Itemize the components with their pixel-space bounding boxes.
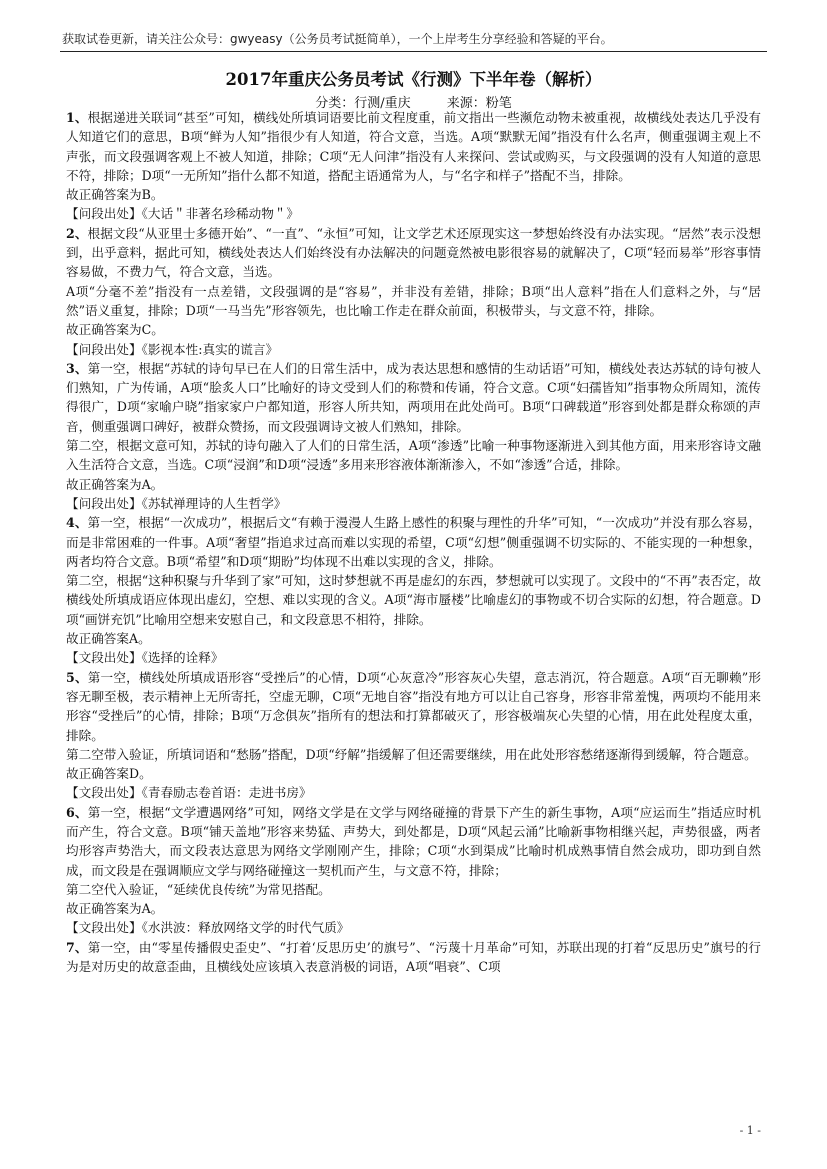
paragraph [66,108,761,185]
paragraph [66,494,761,513]
question-number: 1、 [66,110,88,125]
paragraph-text: 第二空，根据文意可知，苏轼的诗句融入了人们的日常生活，A项“渗透”比喻一种事物逐渐进入到其他方面，用来形容诗文融入生活符合文意，当选。C项“浸润”和D项“浸透”多用来形容液体渐渐渗入，不如“渗透”合适，排除。 [66,438,761,473]
header-notice: 获取试卷更新，请关注公众号：gwyeasy（公务员考试挺简单），一个上岸考生分享经验和答疑的平台。 [62,32,613,46]
paragraph [66,629,761,648]
question-number: 3、 [66,360,88,376]
paragraph-text: 【文段出处】《选择的诠释》 [66,650,224,666]
paragraph-text: 第一空，根据“苏轼的诗句早已在人们的日常生活中，成为表达思想和感情的生动话语”可知，横线处表达苏轼的诗句被人们熟知，广为传诵，A项“脍炙人口”比喻好的诗文受到人们的称赞和传诵，符合文意。C项“妇孺皆知”指事物众所周知，流传得很广，D项“家喻户晓”指家家户户都知道，形容人所共知，两项用在此处尚可。B项“口碑载道”形容到处都是群众称颂的声音，侧重强调口碑好，被群众赞扬，而文段强调诗文被人们熟知，排除。 [66,360,761,434]
paragraph-text: A项“分毫不差”指没有一点差错，文段强调的是“容易”，并非没有差错，排除；B项“出人意料”指在人们意料之外，与“居然”语义重复，排除；D项“一马当先”形容领先，也比喻工作走在群众前面，积极带头，与文意不符，排除。 [66,283,761,318]
meta-category: 分类：行测/重庆 [315,96,411,111]
paragraph-text: 故正确答案为A。 [66,901,164,917]
paragraph-text: 故正确答案A。 [66,631,151,647]
paragraph-text: 【问段出处】《影视本性:真实的谎言》 [66,341,279,357]
paragraph [66,224,761,282]
paragraph-text: 【问段出处】《苏轼禅理诗的人生哲学》 [66,495,287,511]
document-body [66,108,761,976]
paragraph-text: 第一空，根据“文学遭遇网络”可知，网络文学是在文学与网络碰撞的背景下产生的新生事物，A项“应运而生”指适应时机而产生，符合文意。B项“铺天盖地”形容来势猛、声势大，到处都是，D项“风起云涌”比喻新事物相继兴起，声势很盛，两者均形容声势浩大，而文段表达意思为网络文学刚刚产生，排除；C项“水到渠成”比喻时机成熟事情自然会成功，即功到自然成，而文段是在强调顺应文学与网络碰撞这一契机而产生，与文意不符，排除； [66,804,761,878]
page-number: - 1 - [739,1124,761,1137]
paragraph [66,282,761,321]
paragraph-text: 第一空，横线处所填成语形容“受挫后”的心情，D项“心灰意冷”形容灰心失望，意志消沉，符合题意。A项“百无聊赖”形容无聊至极，表示精神上无所寄托，空虚无聊，C项“无地自容”指没有地方可以让自己容身，形容非常羞愧，两项均不能用来形容“受挫后”的心情，排除；B项“万念俱灰”指所有的想法和打算都破灭了，形容极端灰心失望的心情，用在此处程度太重，排除。 [66,669,762,743]
paragraph [66,340,761,359]
paragraph [66,938,761,977]
paragraph [66,764,761,783]
paragraph [66,475,761,494]
paragraph [66,783,761,802]
paragraph [66,436,761,475]
paragraph [66,648,761,667]
paragraph-text: 故正确答案D。 [66,766,152,782]
question-number: 7、 [66,939,88,955]
paragraph-text: 故正确答案为C。 [66,322,164,338]
paragraph [66,668,761,745]
paragraph [66,185,761,204]
paragraph [66,513,761,571]
paragraph [66,359,761,436]
paragraph-text: 第二空，根据“这种积聚与升华到了家”可知，这时梦想就不再是虚幻的东西，梦想就可以实现了。文段中的“不再”表否定，故横线处所填成语应体现出虚幻，空想、难以实现的含义。A项“海市蜃楼”比喻虚幻的事物或不切合实际的幻想，符合题意。D项“画饼充饥”比喻用空想来安慰自己，和文段意思不相符，排除。 [66,573,761,627]
paragraph [66,803,761,880]
question-number: 2、 [66,225,88,241]
paragraph-text: 第二空代入验证，“延续优良传统”为常见搭配。 [66,881,331,897]
paragraph [66,880,761,899]
header-divider [60,51,767,52]
paragraph [66,204,761,223]
paragraph [66,745,761,764]
paragraph-text: 根据递进关联词“甚至”可知，横线处所填词语要比前文程度重，前文指出一些濒危动物未被重视，故横线处表达几乎没有人知道它们的意思，B项“鲜为人知”指很少有人知道，符合文意，当选。A项“默默无闻”指没有什么名声，侧重强调主观上不声张，而文段强调客观上不被人知道，排除；C项“无人问津”指没有人来探问、尝试或购买，与文段强调的没有人知道的意思不符，排除；D项“一无所知”指什么都不知道，搭配主语通常为人，与“名字和样子”搭配不当，排除。 [66,110,761,183]
question-number: 4、 [66,515,88,531]
paragraph [66,571,761,629]
paragraph [66,320,761,339]
question-number: 5、 [66,669,88,685]
paragraph-text: 第一空，根据“一次成功”，根据后文“有赖于漫漫人生路上感性的积聚与理性的升华”可知，“一次成功”并没有那么容易，而是非常困难的一件事。A项“奢望”指追求过高而难以实现的希望，C项“幻想”侧重强调不切实际的、不能实现的一种想象，两者均符合文意。B项“希望”和D项“期盼”均体现不出难以实现的含义，排除。 [66,515,761,569]
question-number: 6、 [66,804,88,820]
paragraph-text: 第二空带入验证，所填词语和“愁肠”搭配，D项“纾解”指缓解了但还需要继续，用在此处形容愁绪逐渐得到缓解，符合题意。 [66,746,757,762]
paragraph-text: 【问段出处】《大话＂非著名珍稀动物＂》 [66,206,299,222]
paragraph-text: 第一空，由“零星传播假史歪史”、“打着‘反思历史’的旗号”、“污蔑十月革命”可知，苏联出现的打着“反思历史”旗号的行为是对历史的故意歪曲，且横线处应该填入表意消极的词语，A项“唱衰”、C项 [66,939,761,975]
paragraph-text: 根据文段“从亚里士多德开始”、“一直”、“永恒”可知，让文学艺术还原现实这一梦想始终没有办法实现。“居然”表示没想到，出乎意料，据此可知，横线处表达人们始终没有办法解决的问题竟然被电影很容易的就解决了，C项“轻而易举”形容事情容易做，不费力气，符合文意，当选。 [66,225,761,280]
paragraph-text: 故正确答案为B。 [66,187,164,203]
paragraph-text: 【文段出处】《水洪波：释放网络文学的时代气质》 [66,920,350,936]
paragraph-text: 故正确答案为A。 [66,476,164,492]
paragraph [66,918,761,937]
meta-source: 来源：粉笔 [446,96,512,111]
document-title: 2017年重庆公务员考试《行测》下半年卷（解析） [225,70,602,89]
paragraph-text: 【文段出处】《青春励志卷首语：走进书房》 [66,785,312,801]
paragraph [66,899,761,918]
